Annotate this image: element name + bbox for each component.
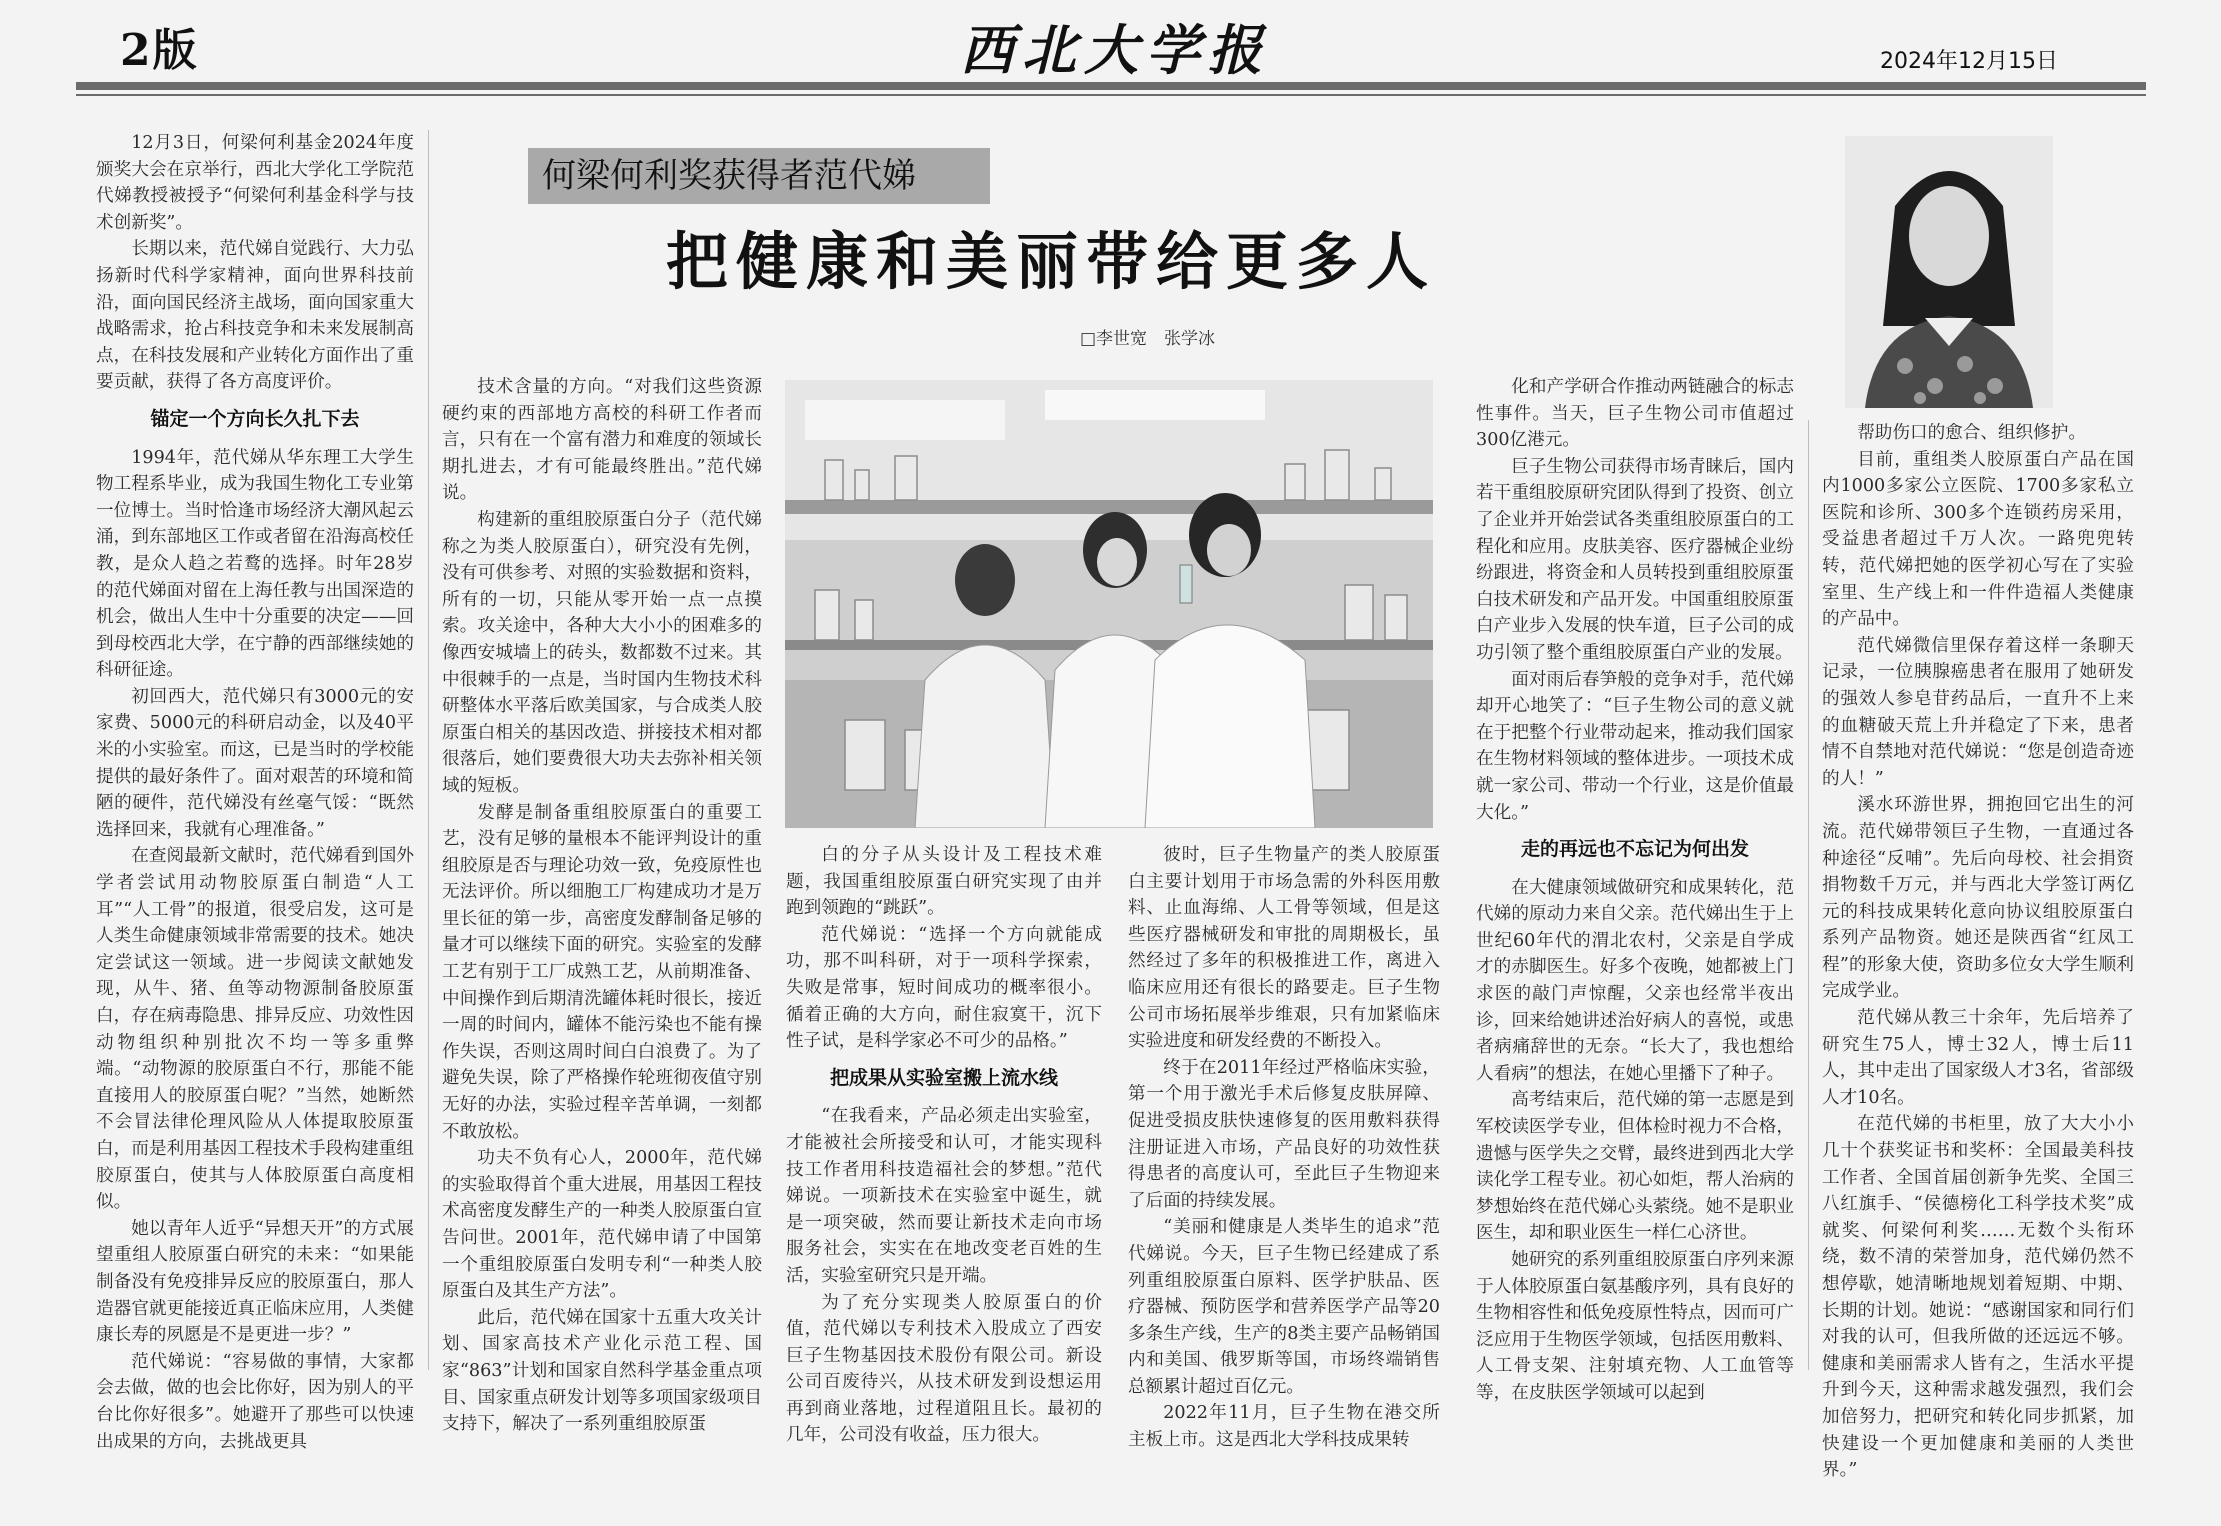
paragraph: 目前，重组类人胶原蛋白产品在国内1000多家公立医院、1700多家私立医院和诊所、300多个连锁药房采用，受益患者超过千万人次。一路兜兜转转，范代娣把她的医学初心写在了实验室里、生产线上和一件件造福人类健康的产品中。 xyxy=(1822,449,2134,630)
masthead-rule xyxy=(76,82,2146,90)
paragraph: 长期以来，范代娣自觉践行、大力弘扬新时代科学家精神，面向世界科技前沿，面向国民经济主战场，面向国家重大战略需求，抢占科技竞争和未来发展制高点，在科技发展和产业转化方面作出了重要贡献，获得了各方高度评价。 xyxy=(96,239,414,393)
section-heading: 把成果从实验室搬上流水线 xyxy=(829,1066,1058,1089)
paragraph: 溪水环游世界，拥抱回它出生的河流。范代娣带领巨子生物，一直通过各种途径“反哺”。先后向母校、社会捐资捐物数千万元，并与西北大学签订两亿元的科技成果转化意向协议组胶原蛋白系列产品物资。她还是陕西省“红凤工程”的形象大使，资助多位女大学生顺利完成学业。 xyxy=(1822,795,2134,1002)
paragraph: 她以青年人近乎“异想天开”的方式展望重组人胶原蛋白研究的未来：“如果能制备没有免疫排异反应的胶原蛋白，那人造器官就更能接近真正临床应用，人类健康长寿的夙愿是不是更进一步？” xyxy=(96,1218,414,1346)
article-column-6 xyxy=(1822,420,2134,1484)
section-heading: 锚定一个方向长久扎下去 xyxy=(150,407,360,430)
issue-date: 2024年12月15日 xyxy=(1880,49,2058,74)
paragraph: 终于在2011年经过严格临床实验，第一个用于激光手术后修复皮肤屏障、促进受损皮肤快速修复的医用敷料获得注册证进入市场，产品良好的功效性获得患者的高度认可，至此巨子生物迎来了后面的持续发展。 xyxy=(1128,1057,1440,1211)
lab-photo xyxy=(785,380,1433,828)
paragraph: 构建新的重组胶原蛋白分子（范代娣称之为类人胶原蛋白），研究没有先例，没有可供参考、对照的实验数据和资料，所有的一切，只能从零开始一点一点摸索。攻关途中，各种大大小小的困难多的像西安城墙上的砖头，数都数不过来。其中很棘手的一点是，当时国内生物技术科研整体水平落后欧美国家，与合成类人胶原蛋白相关的基因改造、拼接技术相对都很落后，她们要费很大功夫去弥补相关领域的短板。 xyxy=(442,509,762,796)
article-column-3 xyxy=(786,842,1102,1449)
paragraph: 在查阅最新文献时，范代娣看到国外学者尝试用动物胶原蛋白制造“人工耳”“人工骨”的报道，很受启发，这可是人类生命健康领域非常需要的技术。她决定尝试这一领域。进一步阅读文献她发现，从牛、猪、鱼等动物源制备胶原蛋白，存在病毒隐患、排异反应、功效性因动物组织种别批次不均一等多重弊端。“动物源的胶原蛋白不行，那能不能直接用人的胶原蛋白呢？”当然，她断然不会冒法律伦理风险从人体提取胶原蛋白，而是利用基因工程技术手段构建重组胶原蛋白，使其与人体胶原蛋白高度相似。 xyxy=(96,846,414,1213)
article-column-5 xyxy=(1476,374,1794,1407)
portrait-photo xyxy=(1845,136,2053,408)
paragraph: 白的分子从头设计及工程技术难题，我国重组胶原蛋白研究实现了由并跑到领跑的“跳跃”。 xyxy=(786,845,1102,919)
article-headline: 把健康和美丽带给更多人 xyxy=(666,225,1437,298)
paragraph: 为了充分实现类人胶原蛋白的价值，范代娣以专利技术入股成立了西安巨子生物基因技术股份有限公司。新设公司百废待兴，从技术研发到设想运用再到商业落地，过程道阻且长。最初的几年，公司没有收益，压力很大。 xyxy=(786,1292,1102,1446)
paragraph: 范代娣说：“容易做的事情，大家都会去做，做的也会比你好，因为别人的平台比你好很多”。她避开了那些可以快速出成果的方向，去挑战更具 xyxy=(96,1351,414,1452)
paragraph: 此后，范代娣在国家十五重大攻关计划、国家高技术产业化示范工程、国家“863”计划和国家自然科学基金重点项目、国家重点研发计划等多项国家级项目支持下，解决了一系列重组胶原蛋 xyxy=(442,1307,762,1435)
column-divider xyxy=(1808,420,1809,1370)
paragraph: 面对雨后春笋般的竞争对手，范代娣却开心地笑了：“巨子生物公司的意义就在于把整个行业带动起来，推动我们国家在生物材料领域的整体进步。一项技术成就一家公司、带动一个行业，这是价值最大化。” xyxy=(1476,669,1794,823)
paragraph: 12月3日，何梁何利基金2024年度颁奖大会在京举行，西北大学化工学院范代娣教授被授予“何梁何利基金科学与技术创新奖”。 xyxy=(96,133,414,233)
masthead-rule-thin xyxy=(76,94,2146,96)
column-divider xyxy=(428,130,429,1370)
paragraph: 技术含量的方向。“对我们这些资源硬约束的西部地方高校的科研工作者而言，只有在一个富有潜力和难度的领域长期扎进去，才有可能最终胜出。”范代娣说。 xyxy=(442,377,762,504)
article-column-2 xyxy=(442,374,762,1438)
paragraph: 范代娣从教三十余年，先后培养了研究生75人，博士32人，博士后11人，其中走出了国家级人才3名，省部级人才10名。 xyxy=(1822,1008,2134,1108)
article-column-4 xyxy=(1128,842,1440,1454)
paragraph: 彼时，巨子生物量产的类人胶原蛋白主要计划用于市场急需的外科医用敷料、止血海绵、人工骨等领域，但是这些医疗器械研发和审批的周期极长，虽然经过了多年的积极推进工作，离进入临床应用还有很长的路要走。巨子生物公司市场拓展举步维艰，只有加紧临床实验进度和研发经费的不断投入。 xyxy=(1128,845,1440,1052)
paragraph: 帮助伤口的愈合、组织修护。 xyxy=(1857,423,2086,443)
article-byline: □李世宽 张学冰 xyxy=(1080,329,1216,349)
paragraph: 她研究的系列重组胶原蛋白序列来源于人体胶原蛋白氨基酸序列，具有良好的生物相容性和低免疫原性特点，因而可广泛应用于生物医学领域，包括医用敷料、人工骨支架、注射填充物、人工血管等等，在皮肤医学领域可以起到 xyxy=(1476,1250,1794,1403)
paragraph: 1994年，范代娣从华东理工大学生物工程系毕业，成为我国生物化工专业第一位博士。当时恰逢市场经济大潮风起云涌，到东部地区工作或者留在沿海高校任教，是众人趋之若鹜的选择。时年28岁的范代娣面对留在上海任教与出国深造的机会，做出人生中十分重要的决定——回到母校西北大学，在宁静的西部继续她的科研征途。 xyxy=(96,447,414,681)
paragraph: 在范代娣的书柜里，放了大大小小几十个获奖证书和奖杯：全国最美科技工作者、全国首届创新争先奖、全国三八红旗手、“侯德榜化工科学技术奖”成就奖、何梁何利奖……无数个头衔环绕，数不清的荣誉加身，范代娣仍然不想停歇，她清晰地规划着短期、中期、长期的计划。她说：“感谢国家和同行们对我的认可，但我所做的还远远不够。健康和美丽需求人皆有之，生活水平提升到今天，这种需求越发强烈，我们会加倍努力，把研究和转化同步抓紧，加快建设一个更加健康和美丽的人类世界。” xyxy=(1822,1114,2134,1481)
paragraph: 初回西大，范代娣只有3000元的安家费、5000元的科研启动金，以及40平米的小实验室。而这，已是当时的学校能提供的最好条件了。面对艰苦的环境和简陋的硬件，范代娣没有丝毫气馁：“既然选择回来，我就有心理准备。” xyxy=(96,686,414,840)
paragraph: 功夫不负有心人，2000年，范代娣的实验取得首个重大进展，用基因工程技术高密度发酵生产的一种类人胶原蛋白宣告问世。2001年，范代娣申请了中国第一个重组胶原蛋白发明专利“一种类人胶原蛋白及其生产方法”。 xyxy=(442,1148,762,1302)
paragraph: 2022年11月，巨子生物在港交所主板上市。这是西北大学科技成果转 xyxy=(1128,1403,1440,1451)
paragraph: 范代娣说：“选择一个方向就能成功，那不叫科研，对于一项科学探索，失败是常事，短时间成功的概率很小。循着正确的大方向，耐住寂寞干，沉下性子试，是科学家必不可少的品格。” xyxy=(786,924,1102,1052)
section-heading: 走的再远也不忘记为何出发 xyxy=(1520,838,1749,861)
paragraph: 发酵是制备重组胶原蛋白的重要工艺，没有足够的量根本不能评判设计的重组胶原是否与理论功效一致，免疫原性也无法评价。所以细胞工厂构建成功才是万里长征的第一步，高密度发酵制备足够的量才可以继续下面的研究。实验室的发酵工艺有别于工厂成熟工艺，从前期准备、中间操作到后期清洗罐体耗时很长，接近一周的时间内，罐体不能污染也不能有操作失误，否则这周时间白白浪费了。为了避免失误，除了严格操作轮班彻夜值守别无好的办法，实验过程辛苦单调，一刻都不敢放松。 xyxy=(442,802,762,1142)
paragraph: 巨子生物公司获得市场青睐后，国内若干重组胶原研究团队得到了投资、创立了企业并开始尝试各类重组胶原蛋白的工程化和应用。皮肤美容、医疗器械企业纷纷跟进，将资金和人员转投到重组胶原蛋白技术研发和产品开发。中国重组胶原蛋白产业步入发展的快车道，巨子公司的成功引领了整个重组胶原蛋白产业的发展。 xyxy=(1476,456,1794,663)
paragraph: “在我看来，产品必须走出实验室，才能被社会所接受和认可，才能实现科技工作者用科技造福社会的梦想。”范代娣说。一项新技术在实验室中诞生，就是一项突破，然而要让新技术走向市场服务社会，实实在在地改变老百姓的生活，实验室研究只是开端。 xyxy=(786,1106,1102,1286)
paragraph: 在大健康领域做研究和成果转化，范代娣的原动力来自父亲。范代娣出生于上世纪60年代的渭北农村，父亲是自学成才的赤脚医生。好多个夜晚，她都被上门求医的敲门声惊醒，父亲也经常半夜出诊，回来给她讲述治好病人的喜悦，或患者病痛辞世的无奈。“长大了，我也想给人看病”的想法，在她心里播下了种子。 xyxy=(1476,877,1794,1084)
article-kicker: 何梁何利奖获得者范代娣 xyxy=(528,148,990,204)
masthead: 西北大学报 xyxy=(960,18,1270,82)
paragraph: “美丽和健康是人类毕生的追求”范代娣说。今天，巨子生物已经建成了系列重组胶原蛋白原料、医学护肤品、医疗器械、预防医学和营养医学产品等20多条生产线，生产的8类主要产品畅销国内和美国、俄罗斯等国，市场终端销售总额累计超过百亿元。 xyxy=(1128,1217,1440,1397)
article-column-1 xyxy=(96,130,414,1455)
paragraph: 范代娣微信里保存着这样一条聊天记录，一位胰腺癌患者在服用了她研发的强效人参皂苷药品后，一直升不上来的血糖破天荒上升并稳定了下来，患者情不自禁地对范代娣说：“您是创造奇迹的人！” xyxy=(1822,635,2134,789)
paragraph: 化和产学研合作推动两链融合的标志性事件。当天，巨子生物公司市值超过300亿港元。 xyxy=(1476,377,1794,451)
paragraph: 高考结束后，范代娣的第一志愿是到军校读医学专业，但体检时视力不合格，遗憾与医学失之交臂，最终进到西北大学读化学工程专业。初心如炬，帮人治病的梦想始终在范代娣心头萦绕。她不是职业医生，却和职业医生一样仁心济世。 xyxy=(1476,1090,1794,1244)
edition-number: 2版 xyxy=(120,25,199,76)
